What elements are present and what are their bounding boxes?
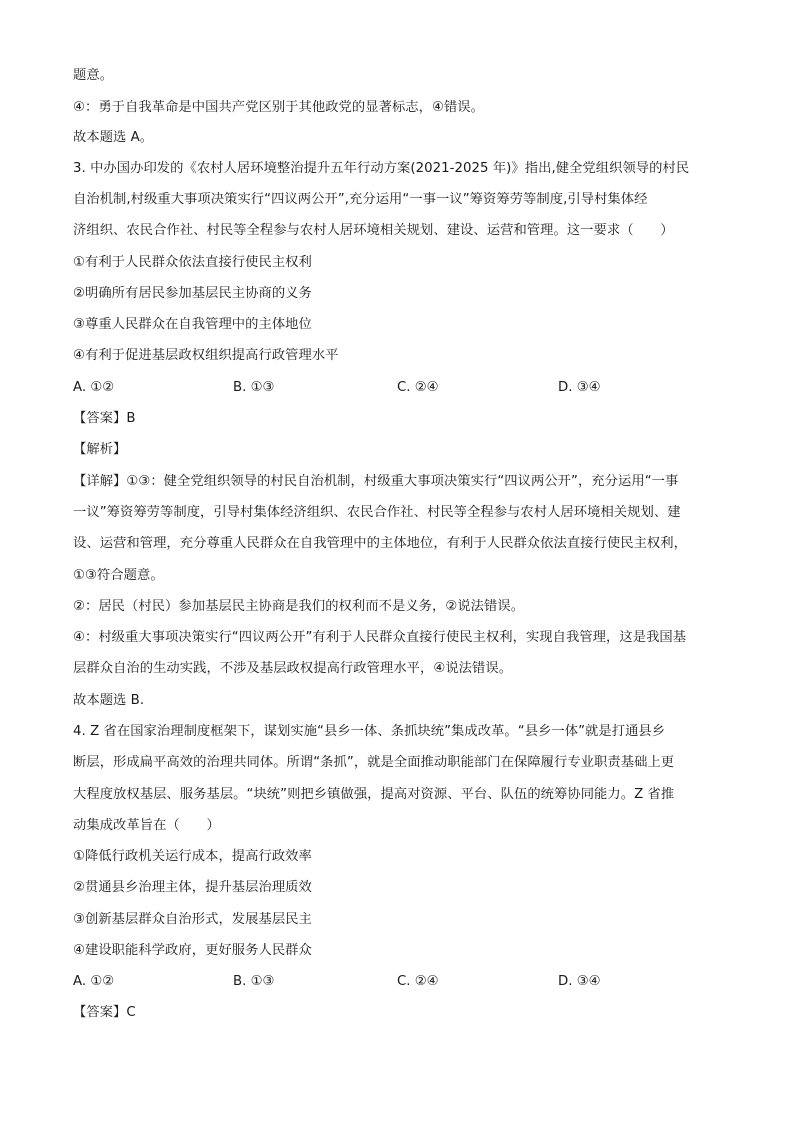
question-4-stem: 大程度放权基层、服务基层。“块统”则把乡镇做强，提高对资源、平台、队伍的统筹协同能力。Z 省推 [73, 787, 675, 802]
text-line: 故本题选 A。 [73, 130, 154, 145]
explanation-line: ②：居民（村民）参加基层民主协商是我们的权利而不是义务，②说法错误。 [73, 599, 525, 614]
explanation-line: 层群众自治的生动实践，不涉及基层政权提高行政管理水平，④说法错误。 [73, 661, 513, 676]
choice-b: B. ①③ [233, 380, 275, 395]
choice-a: A. ①② [73, 974, 115, 989]
text-line: 题意。 [73, 68, 114, 83]
choice-c: C. ②④ [397, 974, 439, 989]
choice-a: A. ①② [73, 380, 115, 395]
choice-d: D. ③④ [558, 974, 601, 989]
conclusion-line: 故本题选 B. [73, 693, 145, 708]
choice-c: C. ②④ [397, 380, 439, 395]
question-4-option: ①降低行政机关运行成本，提高行政效率 [73, 849, 312, 864]
question-4-option: ④建设职能科学政府，更好服务人民群众 [73, 943, 312, 958]
explanation-line: ④：村级重大事项决策实行“四议两公开”有利于人民群众直接行使民主权利，实现自我管理，这是我国基 [73, 630, 687, 645]
question-3-option: ①有利于人民群众依法直接行使民主权利 [73, 255, 312, 270]
text-line: ④：勇于自我革命是中国共产党区别于其他政党的显著标志，④错误。 [73, 100, 484, 115]
explanation-line: 【详解】①③：健全党组织领导的村民自治机制，村级重大事项决策实行“四议两公开”，充分运用“一事 [73, 474, 679, 489]
question-3-option: ②明确所有居民参加基层民主协商的义务 [73, 286, 312, 301]
question-3-stem: 3. 中办国办印发的《农村人居环境整治提升五年行动方案(2021-2025 年)》指出,健全党组织领导的村民 [73, 161, 690, 176]
question-4-option: ②贯通县乡治理主体，提升基层治理质效 [73, 880, 312, 895]
analysis-label: 【解析】 [73, 442, 127, 457]
question-4-option: ③创新基层群众自治形式，发展基层民主 [73, 912, 312, 927]
explanation-line: 一议”筹资筹劳等制度，引导村集体经济组织、农民合作社、村民等全程参与农村人居环境相关规划、建 [73, 505, 681, 520]
question-4-stem: 动集成改革旨在（ ） [73, 818, 220, 833]
explanation-line: 设、运营和管理，充分尊重人民群众在自我管理中的主体地位，有利于人民群众依法直接行使民主权利， [73, 536, 687, 551]
choice-b: B. ①③ [233, 974, 275, 989]
choice-d: D. ③④ [558, 380, 601, 395]
question-3-option: ③尊重人民群众在自我管理中的主体地位 [73, 317, 312, 332]
question-3-stem: 济组织、农民合作社、村民等全程参与农村人居环境相关规划、建设、运营和管理。这一要求（ ） [73, 223, 674, 238]
question-3-stem: 自治机制,村级重大事项决策实行“四议两公开”,充分运用“一事一议”筹资筹劳等制度,引导村集体经 [73, 192, 648, 207]
question-4-stem: 4. Z 省在国家治理制度框架下，谋划实施“县乡一体、条抓块统”集成改革。“县乡一体”就是打通县乡 [73, 724, 666, 739]
explanation-line: ①③符合题意。 [73, 568, 164, 583]
answer-label: 【答案】B [73, 411, 136, 426]
answer-label: 【答案】C [73, 1005, 136, 1020]
question-3-option: ④有利于促进基层政权组织提高行政管理水平 [73, 348, 339, 363]
question-4-stem: 断层，形成扁平高效的治理共同体。所谓“条抓”，就是全面推动职能部门在保障履行专业职责基础上更 [73, 755, 675, 770]
